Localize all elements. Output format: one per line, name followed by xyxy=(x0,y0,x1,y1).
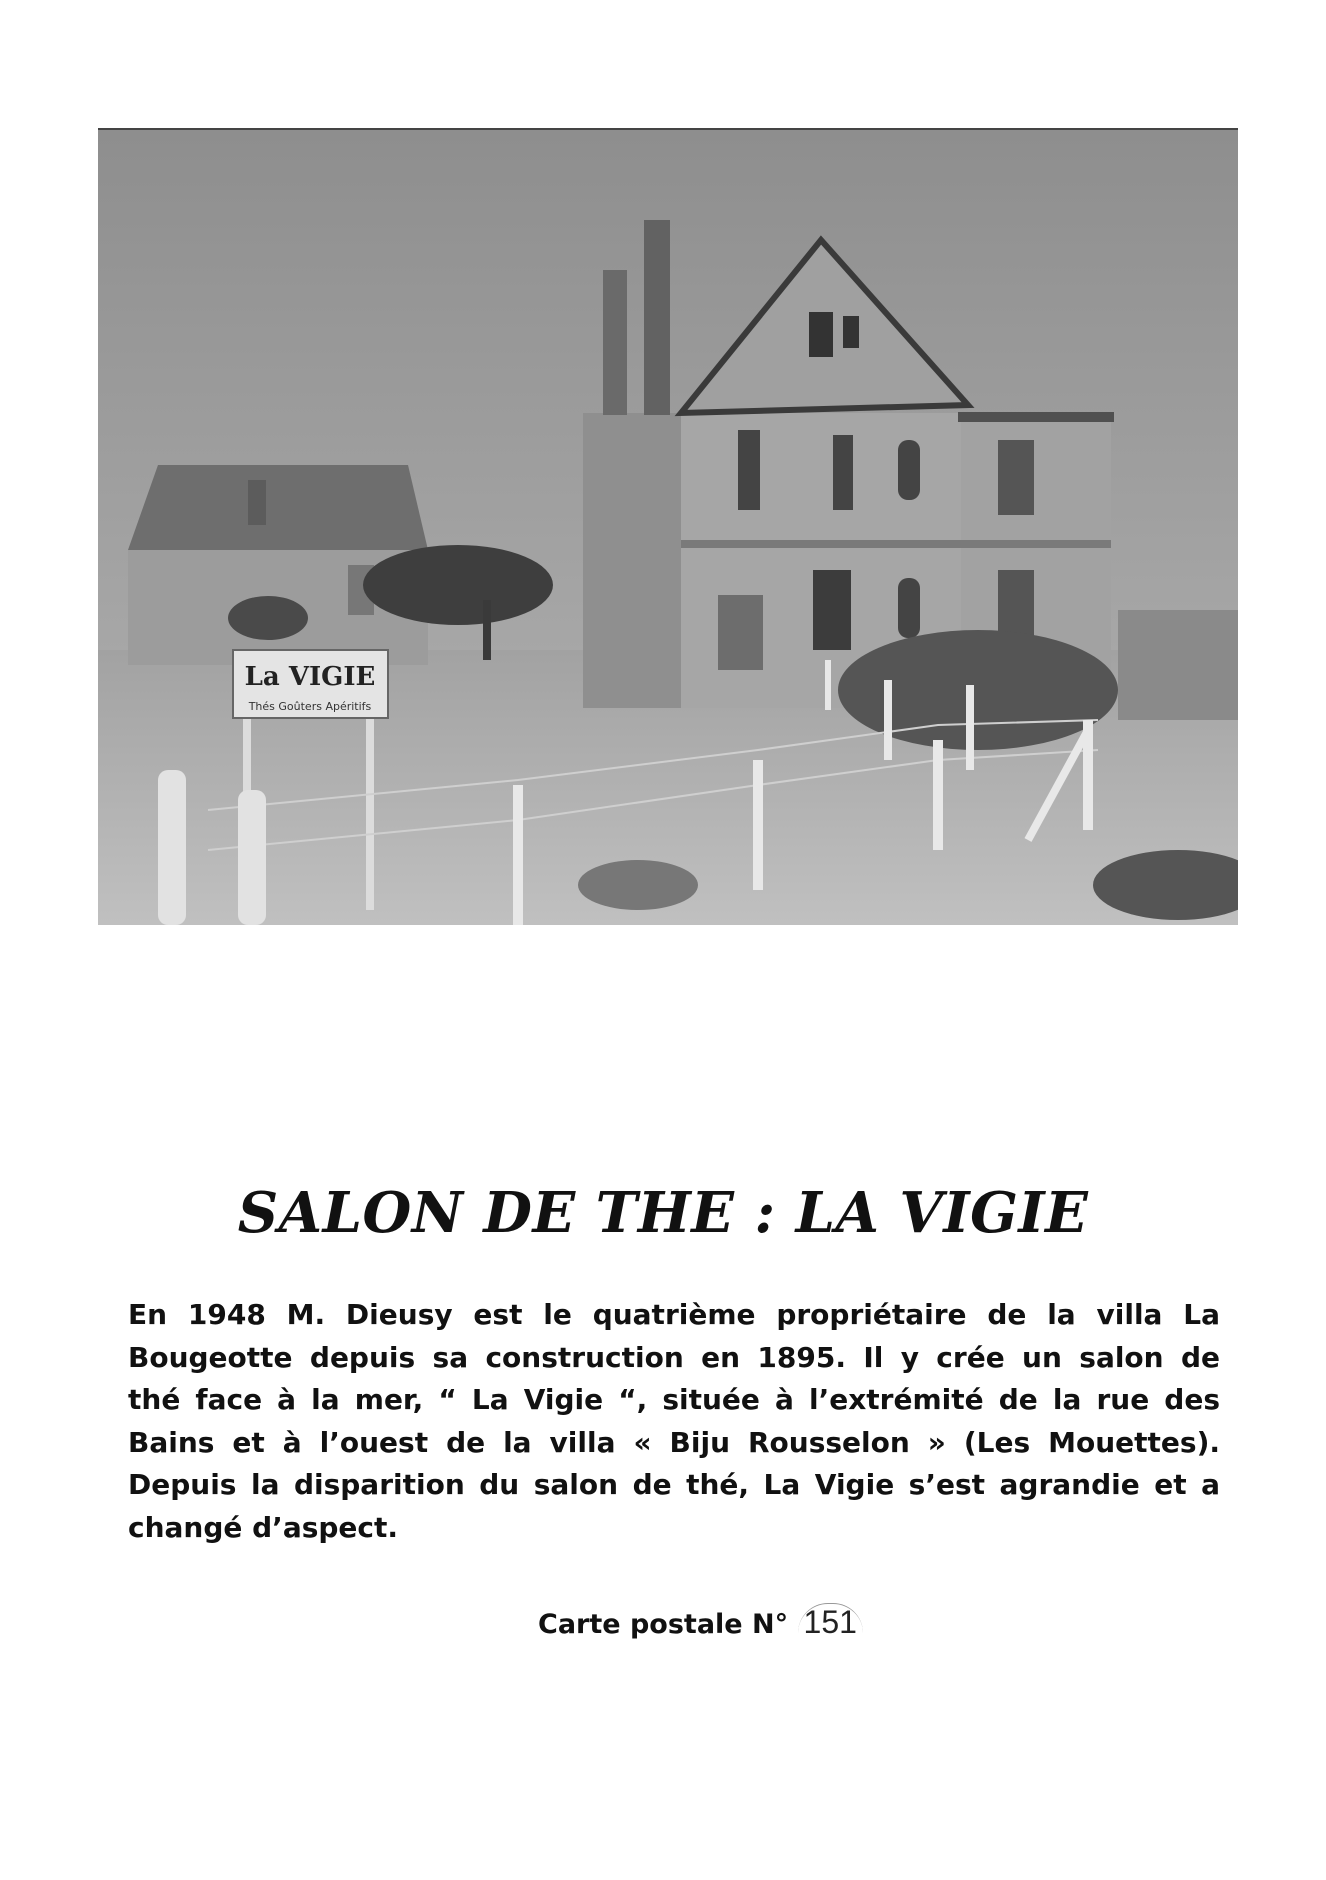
door xyxy=(813,570,851,650)
paragraph-line: changé d’aspect. xyxy=(128,1510,399,1544)
chimney-right xyxy=(644,220,670,415)
sign-main-text: La VIGIE xyxy=(244,662,376,692)
postcard-photo xyxy=(98,128,1238,925)
sign-sub-text: Thés Goûters Apéritifs xyxy=(248,700,372,713)
paragraph-line: Bains et à l’ouest de la villa « Biju Rousselon » (Les Mouettes). xyxy=(128,1425,1220,1459)
postcard-caption xyxy=(538,1604,863,1641)
window xyxy=(998,440,1034,515)
window xyxy=(898,440,920,500)
gable-window xyxy=(809,312,833,357)
chimney-left xyxy=(603,270,627,415)
window xyxy=(833,435,853,510)
porch xyxy=(718,595,763,670)
distant-field xyxy=(1118,610,1238,720)
page-title: SALON DE THE : LA VIGIE xyxy=(237,1180,1089,1246)
caption-label: Carte postale N° xyxy=(538,1609,789,1640)
window xyxy=(738,430,760,510)
paragraph-line: En 1948 M. Dieusy est le quatrième propriétaire de la villa La xyxy=(128,1298,1220,1331)
paragraph-line: Depuis la disparition du salon de thé, La Vigie s’est agrandie et a xyxy=(128,1468,1220,1501)
paragraph-line: thé face à la mer, “ La Vigie “, située à l’extrémité de la rue des xyxy=(128,1383,1220,1416)
paragraph-line: Bougeotte depuis sa construction en 1895. Il y crée un salon de xyxy=(128,1340,1220,1374)
postcard-number: 151 xyxy=(798,1603,863,1640)
description-paragraph xyxy=(128,1294,1220,1549)
window xyxy=(898,578,920,638)
villa-photo-illustration xyxy=(98,130,1238,925)
